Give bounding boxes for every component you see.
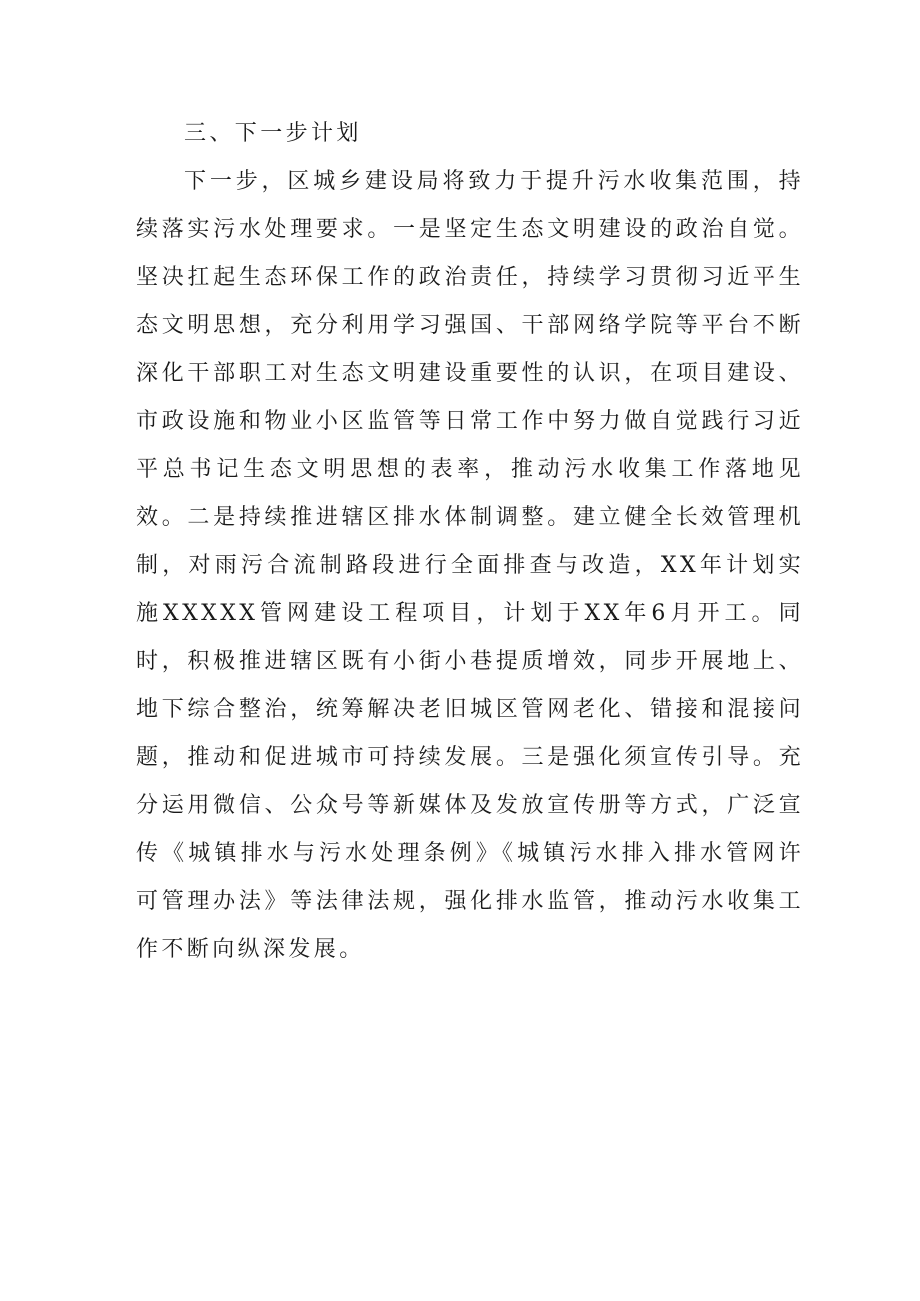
section-heading: 三、下一步计划	[184, 121, 362, 146]
section-paragraph: 下一步，区城乡建设局将致力于提升污水收集范围，持续落实污水处理要求。一是坚定生态文明建设的政治自觉。坚决扛起生态环保工作的政治责任，持续学习贯彻习近平生态文明思想，充分利用学习强国、干部网络学院等平台不断深化干部职工对生态文明建设重要性的认识，在项目建设、市政设施和物业小区监管等日常工作中努力做自觉践行习近平总书记生态文明思想的表率，推动污水收集工作落地见效。二是持续推进辖区排水体制调整。建立健全长效管理机制，对雨污合流制路段进行全面排查与改造，XX年计划实施XXXXX管网建设工程项目，计划于XX年6月开工。同时，积极推进辖区既有小街小巷提质增效，同步开展地上、地下综合整治，统筹解决老旧城区管网老化、错接和混接问题，推动和促进城市可持续发展。三是强化须宣传引导。充分运用微信、公众号等新媒体及发放宣传册等方式，广泛宣传《城镇排水与污水处理条例》《城镇污水排入排水管网许可管理办法》等法律法规，强化排水监管，推动污水收集工作不断向纵深发展。	[136, 169, 804, 962]
document-body	[136, 110, 804, 974]
